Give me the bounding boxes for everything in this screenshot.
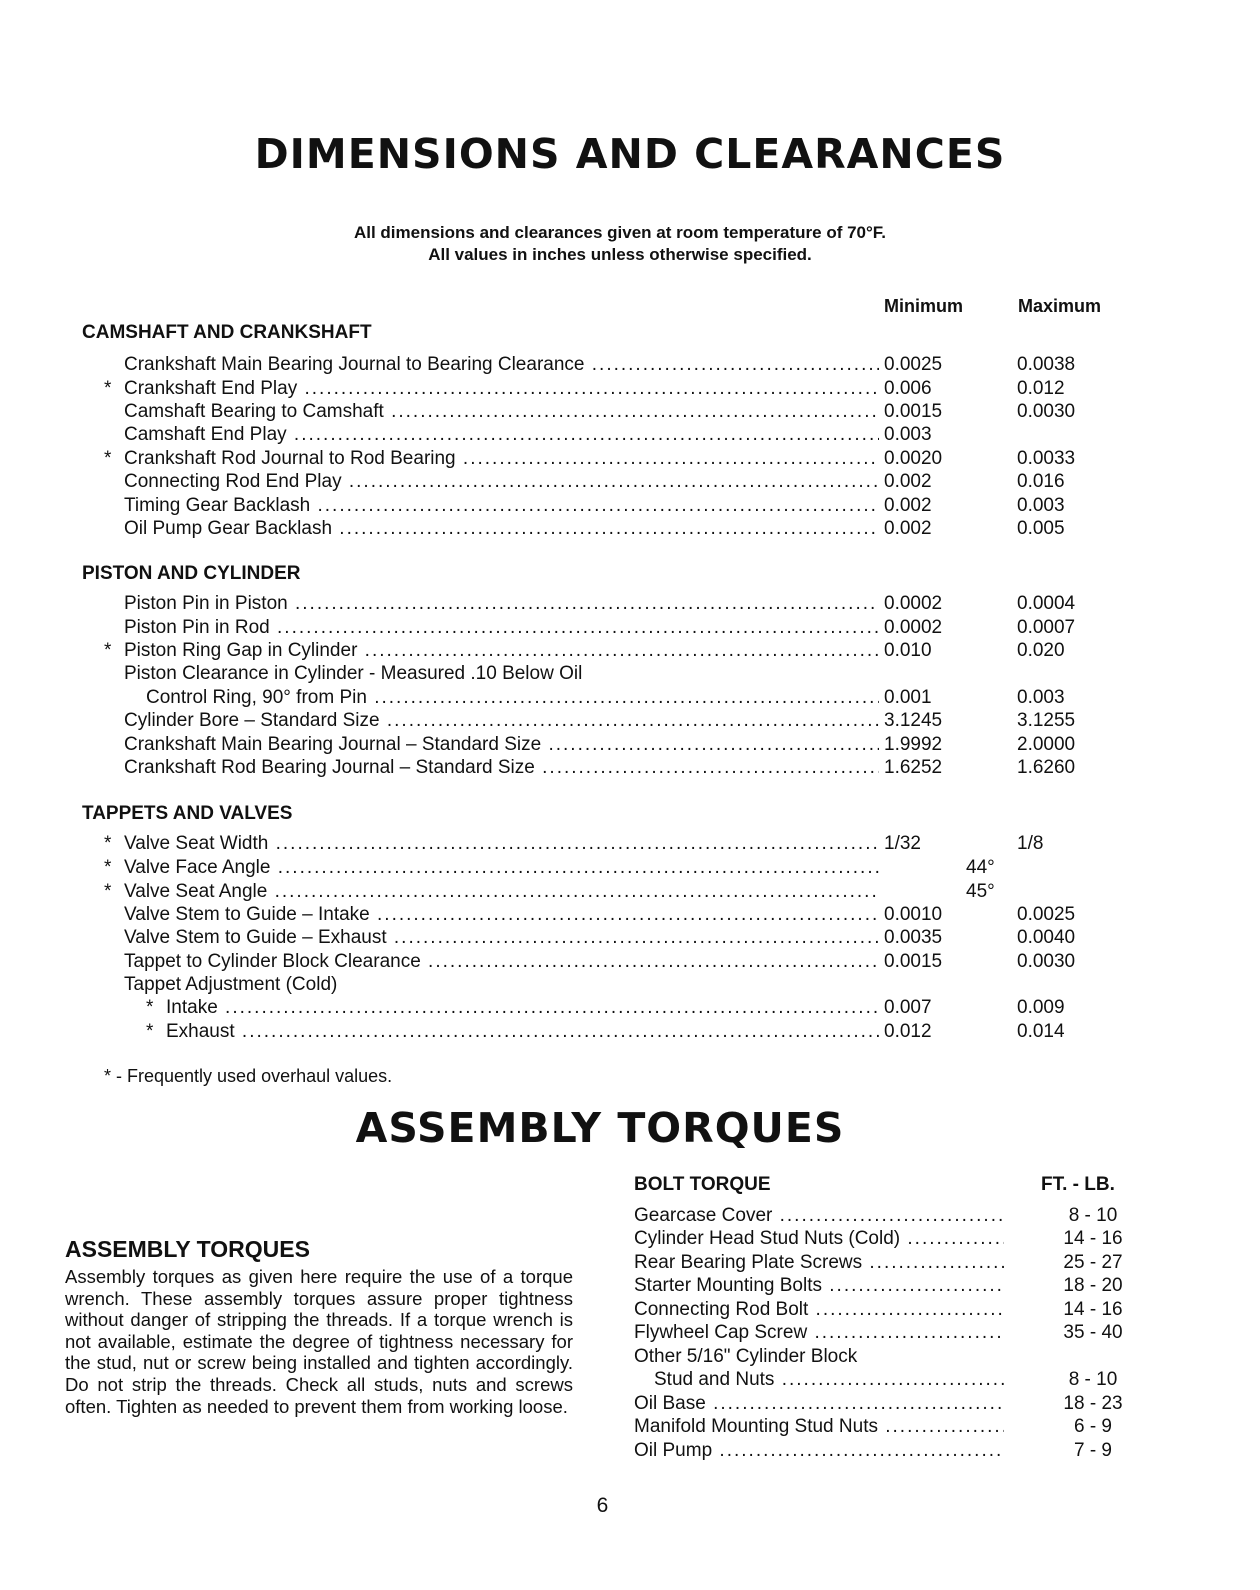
torque-value: 18 - 23 (1063, 1393, 1123, 1414)
row-label: Piston Ring Gap in Cylinder ..... (124, 639, 879, 662)
max-value: 0.0038 (1017, 354, 1076, 375)
max-value: 0.0030 (1017, 401, 1076, 422)
max-value: 0.0040 (1017, 927, 1076, 948)
bolt-torque-header: BOLT TORQUE (634, 1174, 771, 1195)
row-label: Camshaft Bearing to Camshaft ..... (124, 400, 879, 423)
row-label: Camshaft End Play ..... (124, 423, 879, 446)
torque-value: 8 - 10 (1068, 1205, 1118, 1226)
max-value: 0.020 (1017, 640, 1065, 661)
torque-value: 35 - 40 (1063, 1322, 1123, 1343)
max-value: 0.016 (1017, 471, 1065, 492)
min-value: 0.006 (884, 378, 932, 399)
table-row (0, 926, 1260, 949)
table-row (0, 470, 1260, 493)
table-row (0, 880, 1260, 903)
star-marker: * (104, 378, 112, 399)
row-label: Valve Face Angle ..... (124, 856, 879, 879)
row-label: Piston Clearance in Cylinder - Measured .10 Below Oil (124, 663, 583, 684)
max-value: 3.1255 (1017, 710, 1076, 731)
min-value: 0.002 (884, 471, 932, 492)
torque-row (634, 1274, 1134, 1297)
torque-row (634, 1298, 1134, 1321)
min-value: 0.0015 (884, 951, 943, 972)
torque-label: Flywheel Cap Screw ..... (634, 1321, 1004, 1344)
star-marker: * (104, 833, 112, 854)
torque-value: 18 - 20 (1063, 1275, 1123, 1296)
max-value: 1.6260 (1017, 757, 1076, 778)
table-row (0, 494, 1260, 517)
star-marker: * (104, 640, 112, 661)
torque-row (634, 1439, 1134, 1462)
min-value: 0.002 (884, 495, 932, 516)
row-label: Valve Seat Width ..... (124, 832, 879, 855)
min-value: 1/32 (884, 833, 921, 854)
table-row (0, 1020, 1260, 1043)
table-row (0, 447, 1260, 470)
min-value: 1.6252 (884, 757, 943, 778)
row-label: Control Ring, 90° from Pin ..... (146, 686, 879, 709)
min-value: 0.0025 (884, 354, 943, 375)
torque-label: Rear Bearing Plate Screws ..... (634, 1251, 1004, 1274)
table-row (0, 353, 1260, 376)
torque-row (634, 1227, 1134, 1250)
row-label: Crankshaft End Play ..... (124, 377, 879, 400)
star-marker: * (146, 997, 154, 1018)
table-row (0, 856, 1260, 879)
torques-title: ASSEMBLY TORQUES (355, 1104, 845, 1152)
table-row (0, 400, 1260, 423)
table-row (0, 996, 1260, 1019)
maximum-column-header: Maximum (1018, 296, 1102, 316)
table-row (0, 616, 1260, 639)
max-value: 0.003 (1017, 687, 1065, 708)
torque-label: Stud and Nuts ..... (654, 1368, 1004, 1391)
row-label: Intake ..... (166, 996, 879, 1019)
min-value: 0.012 (884, 1021, 932, 1042)
max-value: 0.0004 (1017, 593, 1076, 614)
torque-label: Manifold Mounting Stud Nuts ..... (634, 1415, 1004, 1438)
torque-value: 6 - 9 (1073, 1416, 1113, 1437)
section-title-camshaft: CAMSHAFT AND CRANKSHAFT (82, 322, 372, 343)
torque-value: 14 - 16 (1063, 1228, 1123, 1249)
row-label: Tappet Adjustment (Cold) (124, 974, 338, 995)
min-value: 0.002 (884, 518, 932, 539)
torque-value: 7 - 9 (1073, 1440, 1113, 1461)
max-value: 0.003 (1017, 495, 1065, 516)
torque-row (634, 1251, 1134, 1274)
row-label: Valve Stem to Guide – Exhaust ..... (124, 926, 879, 949)
min-value: 0.003 (884, 424, 932, 445)
temperature-note (0, 222, 1240, 266)
max-value: 0.005 (1017, 518, 1065, 539)
max-value: 0.0033 (1017, 448, 1076, 469)
min-value: 0.0035 (884, 927, 943, 948)
note-line-1: All dimensions and clearances given at room temperature of 70°F. (353, 223, 887, 242)
torque-row (634, 1415, 1134, 1438)
max-value: 0.012 (1017, 378, 1065, 399)
star-marker: * (104, 857, 112, 878)
table-row (0, 709, 1260, 732)
torque-label: Oil Base ..... (634, 1392, 1004, 1415)
section-title-tappets: TAPPETS AND VALVES (82, 803, 293, 824)
torque-row (634, 1345, 1134, 1368)
min-value: 0.0010 (884, 904, 943, 925)
page-number: 6 (596, 1494, 609, 1517)
table-row (0, 903, 1260, 926)
table-row (0, 756, 1260, 779)
torque-row (634, 1204, 1134, 1227)
max-value: 0.009 (1017, 997, 1065, 1018)
torque-label: Starter Mounting Bolts ..... (634, 1274, 1004, 1297)
star-marker: * (146, 1021, 154, 1042)
section-title-piston: PISTON AND CYLINDER (82, 563, 301, 584)
row-label: Valve Stem to Guide – Intake ..... (124, 903, 879, 926)
table-row (0, 639, 1260, 662)
min-value: 1.9992 (884, 734, 943, 755)
max-value: 0.0007 (1017, 617, 1076, 638)
max-value: 0.0030 (1017, 951, 1076, 972)
table-row (0, 832, 1260, 855)
ft-lb-header: FT. - LB. (1041, 1174, 1115, 1195)
table-row (0, 423, 1260, 446)
row-label: Piston Pin in Piston ..... (124, 592, 879, 615)
max-value: 0.014 (1017, 1021, 1065, 1042)
torque-label: Gearcase Cover ..... (634, 1204, 1004, 1227)
torque-value: 25 - 27 (1063, 1252, 1123, 1273)
max-value: 2.0000 (1017, 734, 1076, 755)
min-value: 0.010 (884, 640, 932, 661)
row-label: Crankshaft Main Bearing Journal – Standard Size ..... (124, 733, 879, 756)
row-label: Cylinder Bore – Standard Size ..... (124, 709, 879, 732)
torque-label: Cylinder Head Stud Nuts (Cold) ..... (634, 1227, 1004, 1250)
min-value: 0.0015 (884, 401, 943, 422)
table-row (0, 517, 1260, 540)
torque-row (634, 1368, 1134, 1391)
torque-value: 14 - 16 (1063, 1299, 1123, 1320)
table-row (0, 592, 1260, 615)
row-label: Crankshaft Rod Journal to Rod Bearing ..... (124, 447, 879, 470)
assembly-torques-text: Assembly torques as given here require the use of a torque wrench. These assembly torques assure proper tightness without danger of stripping the threads. If a torque wrench is not available, estimate the degree of tightness necessary for the stud, nut or screw being installed and tighten accordingly. Do not strip the threads. Check all studs, nuts and screws often. Tighten as needed to prevent them from working loose. (65, 1266, 573, 1417)
star-marker: * (104, 881, 112, 902)
min-value: 0.0020 (884, 448, 943, 469)
row-label: Tappet to Cylinder Block Clearance ..... (124, 950, 879, 973)
row-label: Exhaust ..... (166, 1020, 879, 1043)
torque-label: Oil Pump ..... (634, 1439, 1004, 1462)
min-value: 0.0002 (884, 617, 943, 638)
max-value: 1/8 (1017, 833, 1044, 854)
footnote: * - Frequently used overhaul values. (104, 1066, 393, 1086)
row-label: Crankshaft Rod Bearing Journal – Standard Size ..... (124, 756, 879, 779)
torque-label: Other 5/16" Cylinder Block (634, 1346, 858, 1367)
min-value: 3.1245 (884, 710, 943, 731)
row-label: Valve Seat Angle ..... (124, 880, 879, 903)
min-value: 0.0002 (884, 593, 943, 614)
angle-value: 44° (966, 857, 995, 878)
table-row (0, 973, 1260, 996)
note-line-2: All values in inches unless otherwise specified. (428, 245, 812, 264)
min-value: 0.001 (884, 687, 932, 708)
row-label: Timing Gear Backlash ..... (124, 494, 879, 517)
angle-value: 45° (966, 881, 995, 902)
torque-row (634, 1392, 1134, 1415)
table-row (0, 950, 1260, 973)
max-value: 0.0025 (1017, 904, 1076, 925)
page-title: DIMENSIONS AND CLEARANCES (254, 130, 1006, 178)
star-marker: * (104, 448, 112, 469)
row-label: Crankshaft Main Bearing Journal to Bearing Clearance ..... (124, 353, 879, 376)
min-value: 0.007 (884, 997, 932, 1018)
minimum-column-header: Minimum (884, 296, 963, 316)
table-row (0, 733, 1260, 756)
table-row (0, 686, 1260, 709)
torque-value: 8 - 10 (1068, 1369, 1118, 1390)
table-row (0, 377, 1260, 400)
table-row (0, 662, 1260, 685)
torque-row (634, 1321, 1134, 1344)
assembly-torques-heading: ASSEMBLY TORQUES (65, 1236, 310, 1262)
row-label: Piston Pin in Rod ..... (124, 616, 879, 639)
torque-label: Connecting Rod Bolt ..... (634, 1298, 1004, 1321)
row-label: Oil Pump Gear Backlash ..... (124, 517, 879, 540)
row-label: Connecting Rod End Play ..... (124, 470, 879, 493)
